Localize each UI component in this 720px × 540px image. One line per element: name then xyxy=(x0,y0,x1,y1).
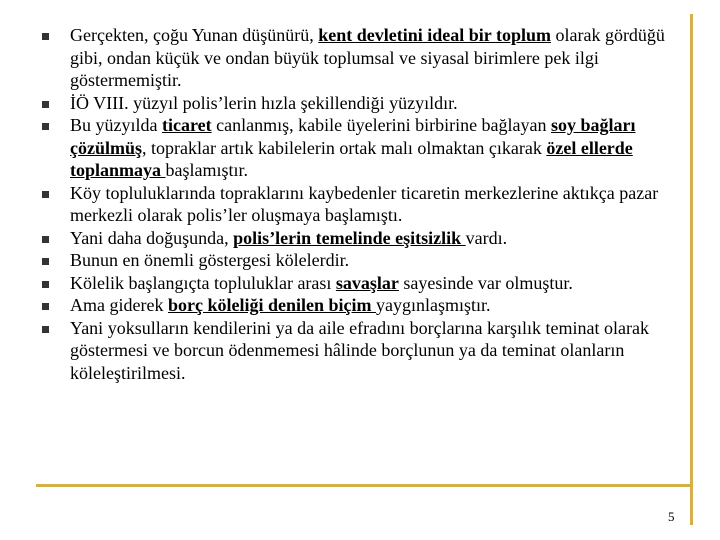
frame-right-line xyxy=(690,14,693,525)
bullet-square-icon xyxy=(42,101,49,108)
bullet-item-1 xyxy=(40,24,680,92)
bullet-item-8 xyxy=(40,294,680,317)
bullet-text: İÖ VIII. yüzyıl polis’lerin hızla şekillendiği yüzyıldır. xyxy=(70,92,458,113)
bullet-square-icon xyxy=(42,326,49,333)
bullet-text: Yani yoksulların kendilerini ya da aile efradını borçlarına karşılık teminat olarak göstermesi ve borcun ödenmemesi hâlinde borçlunun ya da teminat olanların köleleştirilmesi. xyxy=(70,317,649,383)
bullet-item-2 xyxy=(40,92,680,115)
bullet-text: Gerçekten, çoğu Yunan düşünürü, kent devletini ideal bir toplum olarak gördüğü gibi, ondan küçük ve ondan büyük toplumsal ve siyasal birimlere pek ilgi göstermemiştir. xyxy=(70,25,665,90)
bullet-item-5 xyxy=(40,227,680,250)
bullet-text: Yani daha doğuşunda, polis’lerin temelinde eşitsizlik vardı. xyxy=(70,227,508,248)
bullet-square-icon xyxy=(42,258,49,265)
bullet-square-icon xyxy=(42,303,49,310)
bullet-text: Bunun en önemli göstergesi kölelerdir. xyxy=(70,250,350,270)
bullet-item-7 xyxy=(40,272,680,295)
bullet-square-icon xyxy=(42,281,49,288)
bullet-item-6 xyxy=(40,249,680,272)
bullet-text: Bu yüzyılda ticaret canlanmış, kabile üyelerini birbirine bağlayan soy bağları çözülmüş, topraklar artık kabilelerin ortak malı olmaktan çıkarak özel ellerde toplanmaya başlamıştır. xyxy=(70,115,636,180)
bullet-item-3 xyxy=(40,114,680,182)
bullet-text: Ama giderek borç köleliği denilen biçim yaygınlaşmıştır. xyxy=(70,295,491,315)
bullet-list xyxy=(40,24,680,384)
bullet-item-9 xyxy=(40,317,680,385)
frame-bottom-line xyxy=(36,484,693,487)
bullet-square-icon xyxy=(42,236,49,243)
page-number: 5 xyxy=(668,509,675,524)
bullet-square-icon xyxy=(42,123,49,130)
bullet-text: Kölelik başlangıçta topluluklar arası savaşlar sayesinde var olmuştur. xyxy=(70,272,573,293)
bullet-text: Köy topluluklarında topraklarını kaybedenler ticaretin merkezlerine aktıkça pazar merkezli olarak polis’ler oluşmaya başlamıştı. xyxy=(70,182,659,225)
bullet-square-icon xyxy=(42,33,49,40)
bullet-square-icon xyxy=(42,191,49,198)
bullet-item-4 xyxy=(40,182,680,227)
